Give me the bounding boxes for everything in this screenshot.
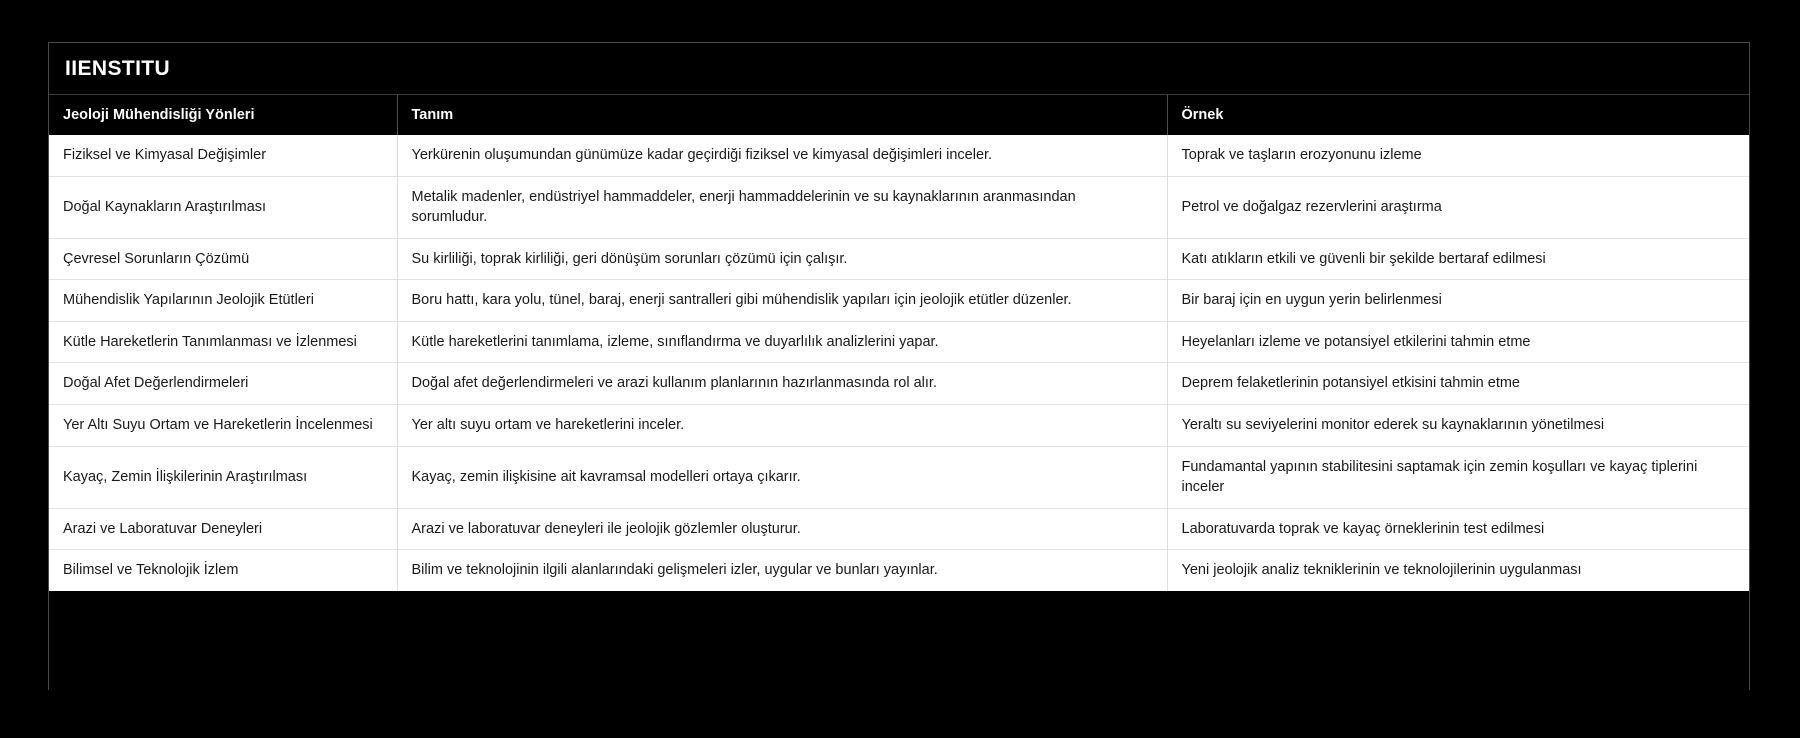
cell-example: Katı atıkların etkili ve güvenli bir şekilde bertaraf edilmesi — [1167, 238, 1750, 280]
table-row — [49, 135, 1750, 176]
cell-aspect: Arazi ve Laboratuvar Deneyleri — [49, 508, 397, 550]
cell-aspect: Bilimsel ve Teknolojik İzlem — [49, 550, 397, 591]
cell-aspect: Çevresel Sorunların Çözümü — [49, 238, 397, 280]
cell-aspect: Doğal Afet Değerlendirmeleri — [49, 363, 397, 405]
cell-example: Heyelanları izleme ve potansiyel etkilerini tahmin etme — [1167, 321, 1750, 363]
cell-aspect: Yer Altı Suyu Ortam ve Hareketlerin İncelenmesi — [49, 405, 397, 447]
table-row — [49, 176, 1750, 238]
cell-aspect: Mühendislik Yapılarının Jeolojik Etütleri — [49, 280, 397, 322]
column-header-definition: Tanım — [397, 95, 1167, 135]
cell-example: Bir baraj için en uygun yerin belirlenmesi — [1167, 280, 1750, 322]
brand-bar — [49, 43, 1749, 95]
table-row — [49, 280, 1750, 322]
cell-example: Fundamantal yapının stabilitesini saptamak için zemin koşulları ve kayaç tiplerini inceler — [1167, 446, 1750, 508]
cell-aspect: Kayaç, Zemin İlişkilerinin Araştırılması — [49, 446, 397, 508]
cell-definition: Metalik madenler, endüstriyel hammaddeler, enerji hammaddelerinin ve su kaynaklarının aranmasından sorumludur. — [397, 176, 1167, 238]
cell-definition: Su kirliliği, toprak kirliliği, geri dönüşüm sorunları çözümü için çalışır. — [397, 238, 1167, 280]
cell-example: Deprem felaketlerinin potansiyel etkisini tahmin etme — [1167, 363, 1750, 405]
cell-definition: Bilim ve teknolojinin ilgili alanlarındaki gelişmeleri izler, uygular ve bunları yayınlar. — [397, 550, 1167, 591]
table-row — [49, 363, 1750, 405]
column-header-aspect: Jeoloji Mühendisliği Yönleri — [49, 95, 397, 135]
cell-example: Petrol ve doğalgaz rezervlerini araştırma — [1167, 176, 1750, 238]
cell-definition: Arazi ve laboratuvar deneyleri ile jeolojik gözlemler oluşturur. — [397, 508, 1167, 550]
cell-example: Toprak ve taşların erozyonunu izleme — [1167, 135, 1750, 176]
table-header-row — [49, 95, 1750, 135]
table-row — [49, 321, 1750, 363]
cell-aspect: Kütle Hareketlerin Tanımlanması ve İzlenmesi — [49, 321, 397, 363]
brand-logo: IIENSTITU — [65, 56, 171, 80]
table-row — [49, 508, 1750, 550]
cell-definition: Kütle hareketlerini tanımlama, izleme, sınıflandırma ve duyarlılık analizlerini yapar. — [397, 321, 1167, 363]
cell-definition: Yerkürenin oluşumundan günümüze kadar geçirdiği fiziksel ve kimyasal değişimleri inceler. — [397, 135, 1167, 176]
column-header-example: Örnek — [1167, 95, 1750, 135]
table-body — [49, 135, 1750, 591]
cell-aspect: Doğal Kaynakların Araştırılması — [49, 176, 397, 238]
table-row — [49, 405, 1750, 447]
cell-definition: Kayaç, zemin ilişkisine ait kavramsal modelleri ortaya çıkarır. — [397, 446, 1167, 508]
table-head — [49, 95, 1750, 135]
table-row — [49, 238, 1750, 280]
cell-definition: Boru hattı, kara yolu, tünel, baraj, enerji santralleri gibi mühendislik yapıları için jeolojik etütler düzenler. — [397, 280, 1167, 322]
table-row — [49, 550, 1750, 591]
cell-aspect: Fiziksel ve Kimyasal Değişimler — [49, 135, 397, 176]
cell-definition: Yer altı suyu ortam ve hareketlerini inceler. — [397, 405, 1167, 447]
cell-example: Yeraltı su seviyelerini monitor ederek su kaynaklarının yönetilmesi — [1167, 405, 1750, 447]
cell-example: Laboratuvarda toprak ve kayaç örneklerinin test edilmesi — [1167, 508, 1750, 550]
geology-table-container — [48, 42, 1750, 690]
cell-definition: Doğal afet değerlendirmeleri ve arazi kullanım planlarının hazırlanmasında rol alır. — [397, 363, 1167, 405]
geology-aspects-table — [49, 95, 1750, 591]
table-row — [49, 446, 1750, 508]
cell-example: Yeni jeolojik analiz tekniklerinin ve teknolojilerinin uygulanması — [1167, 550, 1750, 591]
